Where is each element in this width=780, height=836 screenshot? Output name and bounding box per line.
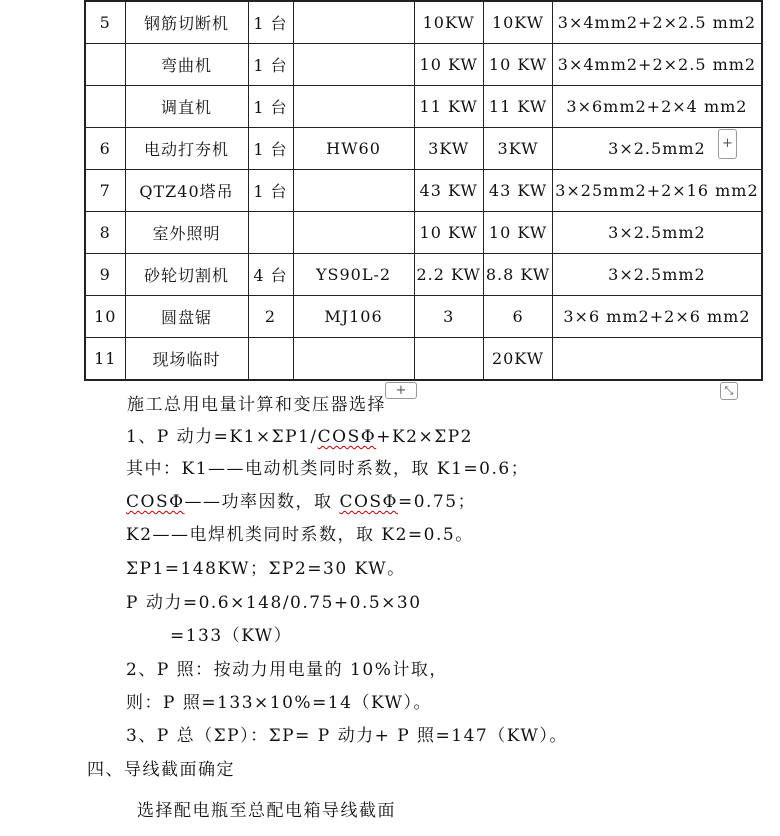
cell-no[interactable]: 8 [85, 212, 125, 254]
cell-name[interactable]: 砂轮切割机 [125, 254, 248, 296]
cell-name[interactable]: 弯曲机 [125, 44, 248, 86]
cell-name[interactable]: 电动打夯机 [125, 128, 248, 170]
cell-cable[interactable]: 3×2.5mm2 [553, 254, 762, 296]
cell-name[interactable]: 现场临时 [125, 338, 248, 381]
note-k2: K2——电焊机类同时系数，取 K2=0.5。 [126, 525, 474, 545]
cell-qty[interactable] [248, 338, 293, 381]
cell-cable[interactable]: 3×25mm2+2×16 mm2 [553, 170, 762, 212]
cell-power[interactable]: 43 KW [414, 170, 483, 212]
p-zhao-calc: 则：P 照=133×10%=14（KW）。 [126, 693, 433, 713]
cos-label: COSΦ [126, 492, 185, 512]
cell-model[interactable]: YS90L-2 [293, 254, 414, 296]
cell-no[interactable]: 9 [85, 254, 125, 296]
cell-name[interactable]: 圆盘锯 [125, 296, 248, 338]
cell-model[interactable] [293, 212, 414, 254]
cell-total[interactable]: 3KW [483, 128, 552, 170]
cell-qty[interactable]: 1 台 [248, 170, 293, 212]
table-row [85, 128, 762, 170]
cell-total[interactable]: 43 KW [483, 170, 552, 212]
cell-power[interactable]: 11 KW [414, 86, 483, 128]
resize-table-handle[interactable]: ⤡ [720, 382, 738, 400]
p-total: 3、P 总（ΣP）：ΣP= P 动力+ P 照=147（KW）。 [126, 726, 568, 746]
sum-p: ΣP1=148KW；ΣP2=30 KW。 [126, 559, 406, 579]
cos-label-2: COSΦ [339, 492, 398, 512]
cell-name[interactable]: 室外照明 [125, 212, 248, 254]
equipment-table [84, 0, 763, 381]
cell-power[interactable]: 10 KW [414, 212, 483, 254]
table-row [85, 1, 762, 44]
cell-total[interactable]: 10 KW [483, 44, 552, 86]
note-cos-mid: ——功率因数，取 [184, 492, 340, 512]
cell-cable[interactable]: 3×4mm2+2×2.5 mm2 [553, 1, 762, 44]
cell-no[interactable]: 6 [85, 128, 125, 170]
table-row [85, 86, 762, 128]
p-zhao-title: 2、P 照：按动力用电量的 10%计取， [126, 660, 448, 680]
cell-no[interactable]: 11 [85, 338, 125, 381]
table-row [85, 338, 762, 381]
cell-cable[interactable] [553, 338, 762, 381]
table-row [85, 254, 762, 296]
add-row-button[interactable]: + [385, 382, 417, 399]
cell-name[interactable]: 调直机 [125, 86, 248, 128]
p-dong-calc: P 动力=0.6×148/0.75+0.5×30 [126, 593, 422, 613]
cell-model[interactable] [293, 86, 414, 128]
add-column-button[interactable]: + [718, 129, 737, 159]
section-4-heading: 四、导线截面确定 [87, 760, 235, 780]
cell-total[interactable]: 10 KW [483, 212, 552, 254]
cell-power[interactable] [414, 338, 483, 381]
cell-qty[interactable]: 2 [248, 296, 293, 338]
formula-p-dong [126, 426, 473, 448]
cell-model[interactable] [293, 170, 414, 212]
select-wire: 选择配电瓶至总配电箱导线截面 [137, 801, 396, 821]
cell-model[interactable] [293, 44, 414, 86]
cell-model[interactable] [293, 338, 414, 381]
cell-total[interactable]: 20KW [483, 338, 552, 381]
cell-no[interactable]: 5 [85, 1, 125, 44]
cell-qty[interactable]: 1 台 [248, 128, 293, 170]
cell-cable[interactable]: 3×6mm2+2×4 mm2 [553, 86, 762, 128]
cell-power[interactable]: 2.2 KW [414, 254, 483, 296]
cell-qty[interactable]: 4 台 [248, 254, 293, 296]
table-row [85, 44, 762, 86]
cell-cable[interactable]: 3×6 mm2+2×6 mm2 [553, 296, 762, 338]
cell-qty[interactable]: 1 台 [248, 44, 293, 86]
cell-power[interactable]: 3 [414, 296, 483, 338]
table-row [85, 170, 762, 212]
cell-total[interactable]: 11 KW [483, 86, 552, 128]
cell-total[interactable]: 6 [483, 296, 552, 338]
cell-no[interactable]: 7 [85, 170, 125, 212]
cell-model[interactable] [293, 1, 414, 44]
cell-name[interactable]: QTZ40塔吊 [125, 170, 248, 212]
cell-no[interactable] [85, 86, 125, 128]
cell-qty[interactable]: 1 台 [248, 86, 293, 128]
cell-power[interactable]: 10 KW [414, 44, 483, 86]
note-cos-end: =0.75； [397, 492, 477, 512]
cell-total[interactable]: 8.8 KW [483, 254, 552, 296]
cell-cable[interactable]: 3×2.5mm2 [553, 212, 762, 254]
cell-qty[interactable]: 1 台 [248, 1, 293, 44]
cell-no[interactable] [85, 44, 125, 86]
table-row [85, 212, 762, 254]
formula-prefix: 1、P 动力=K1×ΣP1/ [126, 427, 318, 447]
cell-cable[interactable]: 3×4mm2+2×2.5 mm2 [553, 44, 762, 86]
cell-qty[interactable] [248, 212, 293, 254]
cell-no[interactable]: 10 [85, 296, 125, 338]
cell-model[interactable]: HW60 [293, 128, 414, 170]
cell-total[interactable]: 10KW [483, 1, 552, 44]
formula-cos: COSΦ [317, 427, 377, 447]
note-k1: 其中：K1——电动机类同时系数，取 K1=0.6； [126, 459, 530, 479]
cell-model[interactable]: MJ106 [293, 296, 414, 338]
table-row [85, 296, 762, 338]
cell-cable[interactable]: 3×2.5mm2 [553, 128, 762, 170]
note-cos [126, 491, 476, 513]
calc-title: 施工总用电量计算和变压器选择 [127, 395, 386, 415]
p-dong-result: =133（KW） [170, 626, 293, 646]
cell-name[interactable]: 钢筋切断机 [125, 1, 248, 44]
formula-suffix: +K2×ΣP2 [376, 427, 473, 447]
cell-power[interactable]: 10KW [414, 1, 483, 44]
cell-power[interactable]: 3KW [414, 128, 483, 170]
